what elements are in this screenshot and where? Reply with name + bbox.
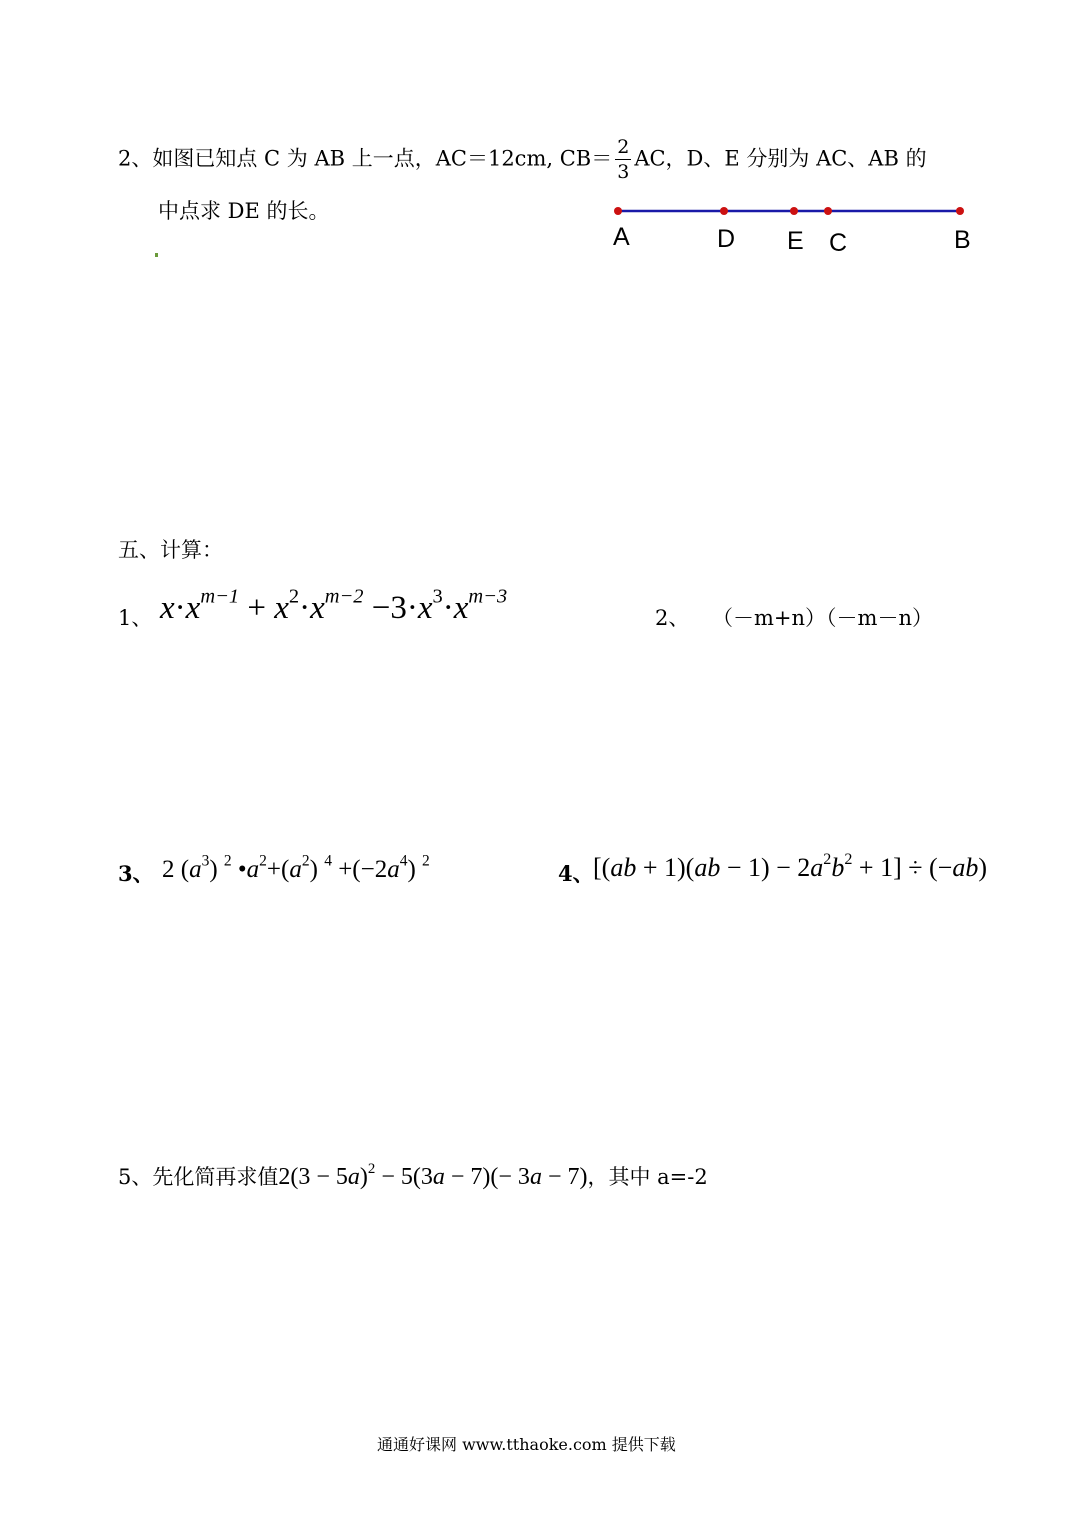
stray-mark bbox=[155, 253, 158, 257]
question-4-expression: $[(ab + 1)(ab - 1) - 2a^2b^2 + 1] \div (-ab)$ bbox=[593, 850, 988, 882]
point-d-marker bbox=[720, 207, 728, 215]
question-2-label: 2、 bbox=[655, 606, 690, 630]
fraction-denominator: 3 bbox=[617, 161, 630, 183]
point-b-marker bbox=[956, 207, 964, 215]
question-5-line bbox=[118, 1160, 708, 1190]
section-5-title: 五、计算： bbox=[118, 538, 223, 562]
problem-2-text-start: 2、如图已知点 C 为 AB 上一点，AC＝12cm, CB＝ bbox=[118, 146, 613, 171]
point-label-b: B bbox=[954, 226, 971, 254]
fraction-two-thirds bbox=[615, 138, 631, 182]
fraction-numerator: 2 bbox=[617, 136, 630, 158]
point-label-d: D bbox=[717, 225, 736, 253]
point-label-c: C bbox=[829, 229, 848, 257]
question-5-condition: ，其中 a=-2 bbox=[587, 1165, 708, 1189]
question-1-label: 1、 bbox=[118, 606, 153, 630]
question-4-label: 4、 bbox=[558, 861, 594, 886]
problem-2-line-2: 中点求 DE 的长。 bbox=[158, 199, 330, 223]
problem-2-text-end: AC，D、E 分别为 AC、AB 的 bbox=[634, 146, 927, 171]
point-label-e: E bbox=[787, 227, 804, 255]
point-label-a: A bbox=[613, 223, 630, 251]
problem-2-line-1 bbox=[118, 138, 927, 182]
point-a-marker bbox=[614, 207, 622, 215]
point-e-marker bbox=[790, 207, 798, 215]
question-3-expression: 2 $(a^3)$ $^2$ $•a^2+(a^2)$ $^4 +(-2a^4)$ $^2$ bbox=[162, 852, 430, 883]
question-5-label: 5、先化简再求值 bbox=[118, 1165, 279, 1189]
question-1-expression: $x\cdot x^{m-1} + x^2\cdot x^{m-2} -3\cdot x^3\cdot x^{m-3}$ bbox=[160, 585, 508, 626]
question-3-label: 3、 bbox=[118, 861, 154, 886]
point-c-marker bbox=[824, 207, 832, 215]
question-2-expression: （－m+n）（－m－n） bbox=[712, 606, 933, 630]
question-5-expression: $2(3 - 5a)^2 - 5(3a - 7)(- 3a - 7)$ bbox=[278, 1160, 588, 1190]
footer-text: 通通好课网 www.tthaoke.com 提供下载 bbox=[377, 1435, 676, 1454]
